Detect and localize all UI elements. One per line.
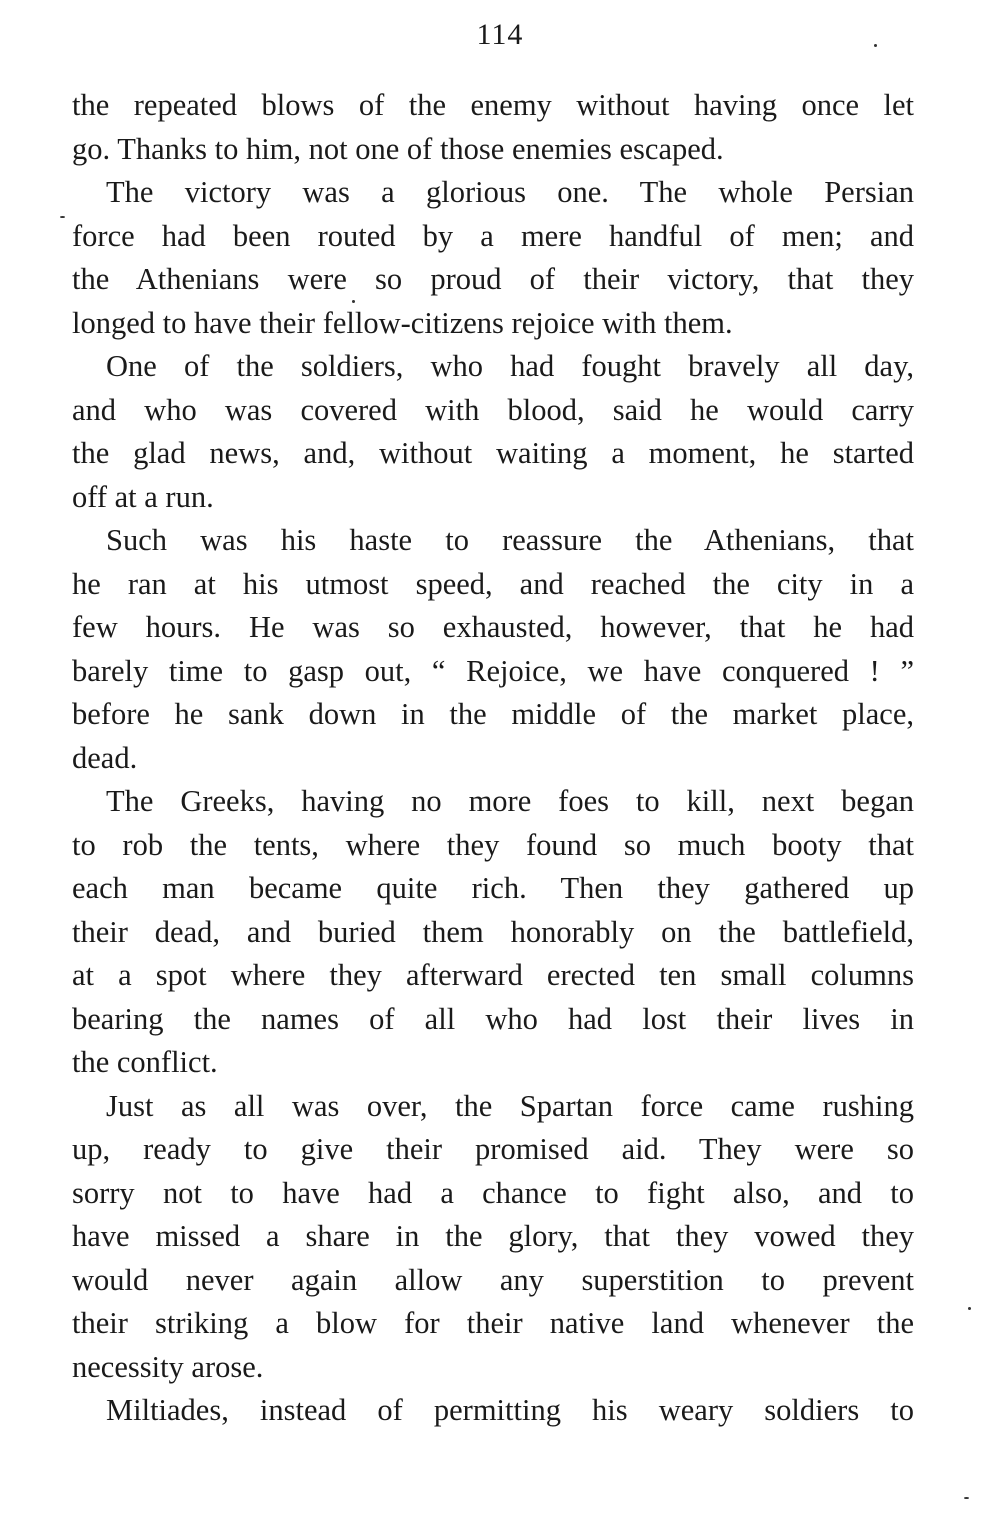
body-text [72, 84, 914, 1433]
text-line: sorry not to have had a chance to fight also, and to [72, 1175, 914, 1210]
text-line: the Athenians were so proud of their victory, that they [72, 262, 914, 296]
text-line: Such was his haste to reassure the Athenians, that [106, 523, 914, 557]
text-line: barely time to gasp out, “ Rejoice, we have conquered ! ” [72, 653, 914, 688]
text-line: at a spot where they afterward erected ten small columns [72, 958, 914, 992]
paragraph [72, 780, 914, 1085]
text-line: go. Thanks to him, not one of those enemies escaped. [72, 131, 724, 166]
print-speck [352, 300, 355, 303]
text-line: few hours. He was so exhausted, however, that he had [72, 610, 914, 644]
page-number: 114 [476, 18, 524, 51]
print-speck [60, 216, 65, 218]
text-line: have missed a share in the glory, that they vowed they [72, 1219, 914, 1253]
text-line: the repeated blows of the enemy without having once let [72, 88, 914, 122]
print-speck [968, 1307, 971, 1310]
paragraph [72, 171, 914, 345]
text-line: and who was covered with blood, said he would carry [72, 392, 914, 427]
text-line: force had been routed by a mere handful of men; and [72, 218, 914, 253]
text-line: their striking a blow for their native land whenever the [72, 1306, 914, 1340]
text-line: longed to have their fellow-citizens rejoice with them. [72, 305, 733, 340]
paragraph [72, 345, 914, 519]
paragraph [72, 519, 914, 780]
text-line: their dead, and buried them honorably on the battlefield, [72, 914, 914, 949]
print-speck [874, 44, 877, 47]
text-line: dead. [72, 740, 138, 775]
text-line: would never again allow any superstition to prevent [72, 1262, 914, 1297]
text-line: bearing the names of all who had lost their lives in [72, 1001, 914, 1036]
text-line: off at a run. [72, 479, 214, 514]
text-line: to rob the tents, where they found so much booty that [72, 827, 914, 862]
paragraph [72, 1389, 914, 1433]
text-line: before he sank down in the middle of the market place, [72, 697, 914, 731]
print-speck [964, 1497, 969, 1499]
text-line: he ran at his utmost speed, and reached the city in a [72, 566, 914, 601]
text-line: necessity arose. [72, 1349, 264, 1384]
text-line: Miltiades, instead of permitting his weary soldiers to [106, 1393, 914, 1427]
text-line: Just as all was over, the Spartan force came rushing [106, 1088, 914, 1123]
text-line: The victory was a glorious one. The whole Persian [106, 175, 914, 209]
text-line: each man became quite rich. Then they gathered up [72, 871, 914, 905]
text-line: the conflict. [72, 1045, 218, 1079]
paragraph [72, 84, 914, 171]
text-line: The Greeks, having no more foes to kill, next began [106, 784, 914, 818]
text-line: the glad news, and, without waiting a moment, he started [72, 436, 914, 470]
text-line: One of the soldiers, who had fought bravely all day, [106, 349, 914, 383]
paragraph [72, 1085, 914, 1390]
text-line: up, ready to give their promised aid. They were so [72, 1132, 914, 1166]
